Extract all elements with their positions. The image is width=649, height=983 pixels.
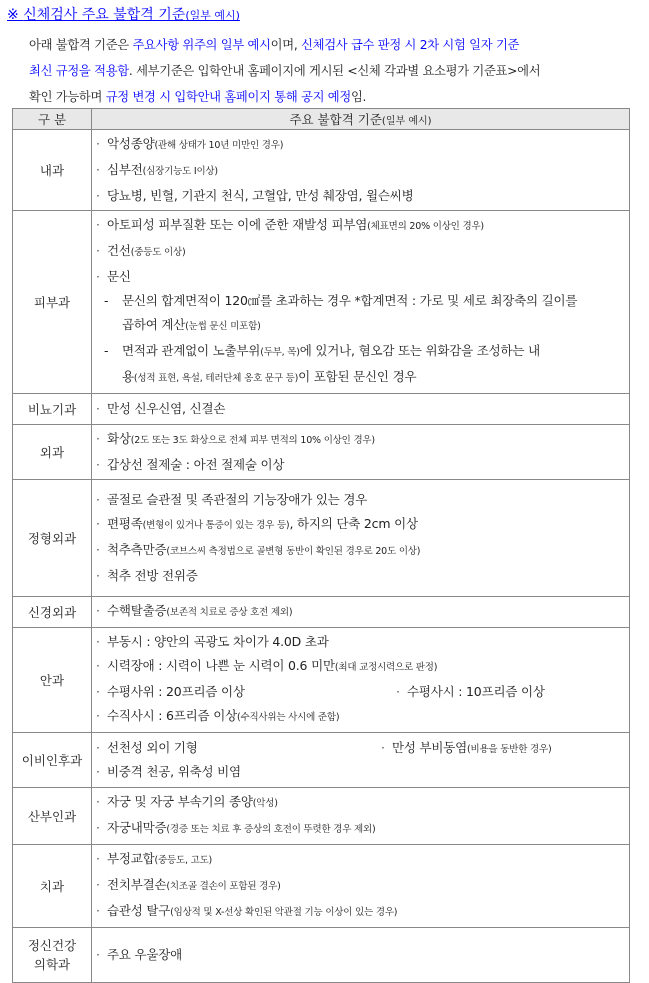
- criteria-item: [96, 158, 625, 184]
- bullet-mark: ·: [96, 851, 100, 866]
- criteria-note: (관해 상태가 10년 미만인 경우): [154, 140, 284, 151]
- bullet-mark: ·: [96, 568, 100, 583]
- row-category: [13, 597, 92, 628]
- intro-text: 임.: [350, 90, 367, 104]
- bullet-mark: ·: [96, 243, 100, 258]
- criteria-note: (체표면의 20% 이상인 경우): [367, 221, 484, 232]
- criteria-item: [96, 427, 625, 453]
- criteria-text: 선천성 외이 기형: [107, 740, 198, 755]
- criteria-item: [96, 654, 625, 680]
- row-category: [13, 130, 92, 211]
- criteria-item: [96, 760, 625, 784]
- criteria-item: [96, 630, 625, 654]
- criteria-note: (눈썹 문신 미포함): [185, 321, 261, 332]
- intro-text: 아래 불합격 기준은: [29, 38, 133, 52]
- criteria-text: 습관성 탈구: [107, 903, 171, 918]
- criteria-item: [96, 339, 625, 365]
- table-header-row: [13, 109, 630, 130]
- criteria-table: [12, 108, 630, 983]
- criteria-text: 건선: [107, 243, 131, 258]
- criteria-text: 당뇨병, 빈혈, 기관지 천식, 고혈압, 만성 췌장염, 윌슨씨병: [107, 188, 414, 203]
- criteria-text: 만성 부비동염: [392, 740, 468, 755]
- criteria-text: 갑상선 절제술 : 아전 절제술 이상: [107, 457, 285, 472]
- table-row: [13, 928, 630, 983]
- criteria-item: [96, 599, 625, 625]
- bullet-mark: ·: [96, 188, 100, 203]
- row-category-label: 이비인후과: [21, 752, 83, 768]
- criteria-text: 용: [122, 369, 134, 384]
- bullet-mark: ·: [96, 269, 100, 284]
- heading-mark: ※: [7, 7, 24, 23]
- criteria-note: (2도 또는 3도 화상으로 전체 피부 면적의 10% 이상인 경우): [130, 435, 375, 446]
- bullet-mark: ·: [96, 903, 100, 918]
- criteria-text: 악성종양: [107, 136, 155, 151]
- row-criteria: [92, 733, 630, 788]
- bullet-mark: ·: [96, 516, 100, 531]
- criteria-text-cont: , 하지의 단축 2cm 이상: [289, 516, 418, 531]
- row-category: [13, 628, 92, 733]
- row-category: [13, 928, 92, 983]
- row-category-label: 치과: [39, 878, 65, 894]
- table-row: [13, 394, 630, 425]
- criteria-note: (수직사위는 사시에 준함): [236, 712, 340, 723]
- header-category: 구 분: [13, 109, 92, 130]
- header-criteria-sub: (일부 예시): [381, 116, 432, 127]
- row-criteria: [92, 211, 630, 394]
- bullet-mark: ·: [96, 457, 100, 472]
- intro-line: [29, 58, 629, 84]
- criteria-second-item: [396, 680, 545, 704]
- table-row: [13, 211, 630, 394]
- criteria-text: 부동시 : 양안의 곡광도 차이가 4.0D 초과: [107, 634, 329, 649]
- criteria-text: 면적과 관계없이 노출부위: [122, 343, 261, 358]
- intro-highlight: 최신 규정을 적용함: [29, 64, 129, 78]
- intro-text: . 세부기준은 입학안내 홈페이지에 게시된 <신체 각과별 요소평가 기준표>에서: [128, 64, 541, 78]
- criteria-item: [96, 265, 625, 289]
- bullet-mark: ·: [96, 877, 100, 892]
- header-criteria: [92, 109, 630, 130]
- bullet-mark: ·: [96, 401, 100, 416]
- bullet-mark: ·: [96, 684, 100, 699]
- criteria-note: (두부, 목): [260, 347, 300, 358]
- row-criteria: [92, 788, 630, 845]
- criteria-note: (코브스씨 측정법으로 골변형 동반이 확인된 경우로 20도 이상): [166, 546, 421, 557]
- criteria-text: 주요 우울장애: [107, 947, 183, 962]
- criteria-text: 자궁 및 자궁 부속기의 종양: [107, 794, 253, 809]
- row-criteria: [92, 394, 630, 425]
- table-row: [13, 597, 630, 628]
- table-row: [13, 480, 630, 597]
- row-category-label: 신경외과: [27, 604, 77, 620]
- criteria-item: [96, 680, 625, 704]
- criteria-item: [96, 488, 625, 512]
- row-category-label: 산부인과: [27, 808, 77, 824]
- criteria-note: (최대 교정시력으로 판정): [334, 662, 438, 673]
- bullet-mark: ·: [96, 820, 100, 835]
- criteria-text: 골절로 슬관절 및 족관절의 기능장애가 있는 경우: [107, 492, 368, 507]
- row-criteria: [92, 628, 630, 733]
- bullet-mark: ·: [96, 740, 100, 755]
- criteria-item: [96, 132, 625, 158]
- criteria-item: [96, 538, 625, 564]
- criteria-item: [96, 313, 625, 339]
- row-category: [13, 480, 92, 597]
- intro-line: [29, 32, 629, 58]
- criteria-text: 만성 신우신염, 신결손: [107, 401, 226, 416]
- criteria-item: [96, 512, 625, 538]
- bullet-mark: ·: [96, 136, 100, 151]
- intro-highlight: 신체검사 급수 판정 시 2차 시험 일자 기준: [301, 38, 520, 52]
- bullet-mark: ·: [96, 794, 100, 809]
- criteria-item: [96, 704, 625, 730]
- criteria-text: 수평사위 : 20프리즘 이상: [107, 684, 245, 699]
- criteria-item: [96, 899, 625, 925]
- bullet-mark: ·: [96, 492, 100, 507]
- criteria-note: (성적 표현, 욕설, 테러단체 옹호 문구 등): [133, 373, 299, 384]
- row-category-label: 내과: [39, 162, 65, 178]
- criteria-text: 문신: [107, 269, 131, 284]
- bullet-mark: ·: [381, 740, 385, 755]
- heading-main: 신체검사 주요 불합격 기준: [23, 7, 186, 23]
- table-row: [13, 845, 630, 928]
- row-category-label: 정신건강: [27, 938, 77, 953]
- criteria-item: [96, 213, 625, 239]
- criteria-item: [96, 453, 625, 477]
- criteria-note: (변형이 있거나 통증이 있는 경우 등): [142, 520, 290, 531]
- criteria-item: [96, 397, 625, 421]
- criteria-item: [96, 239, 625, 265]
- intro-highlight: 주요사항 위주의 일부 예시: [132, 38, 271, 52]
- table-row: [13, 733, 630, 788]
- row-category-label: 외과: [39, 444, 65, 460]
- criteria-text: 문신의 합계면적이 120㎠를 초과하는 경우 *합계면적 : 가로 및 세로 최장축의 길이를: [122, 293, 578, 308]
- criteria-note: (심장기능도 Ⅰ이상): [142, 166, 218, 177]
- table-row: [13, 425, 630, 480]
- row-category: [13, 788, 92, 845]
- bullet-mark: ·: [96, 708, 100, 723]
- criteria-note: (중등도 이상): [130, 247, 186, 258]
- criteria-item: [96, 790, 625, 816]
- table-row: [13, 788, 630, 845]
- intro-text: 확인 가능하며: [29, 90, 106, 104]
- criteria-note: (비용을 동반한 경우): [467, 744, 552, 755]
- criteria-text: 비중격 천공, 위축성 비염: [107, 764, 241, 779]
- bullet-mark: ·: [96, 162, 100, 177]
- criteria-item: [96, 847, 625, 873]
- criteria-text: 수평사시 : 10프리즘 이상: [407, 684, 545, 699]
- table-row: [13, 628, 630, 733]
- criteria-note: (중등도, 고도): [154, 855, 213, 866]
- bullet-mark: ·: [96, 634, 100, 649]
- criteria-item: [96, 184, 625, 208]
- criteria-text-cont: 에 있거나, 혐오감 또는 위화감을 조성하는 내: [299, 343, 540, 358]
- row-category: [13, 845, 92, 928]
- criteria-item: [96, 365, 625, 391]
- criteria-item: [96, 736, 625, 760]
- bullet-mark: ·: [96, 764, 100, 779]
- bullet-mark: ·: [96, 947, 100, 962]
- criteria-text: 시력장애 : 시력이 나쁜 눈 시력이 0.6 미만: [107, 658, 335, 673]
- row-category: [13, 211, 92, 394]
- bullet-mark: ·: [96, 603, 100, 618]
- criteria-item: [96, 943, 625, 967]
- header-criteria-main: 주요 불합격 기준: [289, 112, 382, 127]
- criteria-text: 심부전: [107, 162, 143, 177]
- criteria-text: 편평족: [107, 516, 143, 531]
- criteria-text: 아토피성 피부질환 또는 이에 준한 재발성 피부염: [107, 217, 368, 232]
- section-heading: [7, 4, 240, 24]
- criteria-text: 척추 전방 전위증: [107, 568, 198, 583]
- row-criteria: [92, 480, 630, 597]
- criteria-note: (임상적 및 X-선상 확인된 악관절 기능 이상이 있는 경우): [170, 907, 398, 918]
- bullet-mark: ·: [96, 431, 100, 446]
- criteria-item: [96, 564, 625, 588]
- criteria-text: 자궁내막증: [107, 820, 167, 835]
- criteria-text: 척추측만증: [107, 542, 167, 557]
- intro-text: 이며,: [270, 38, 302, 52]
- criteria-text: 곱하여 계산: [122, 317, 186, 332]
- criteria-second-item: [381, 736, 552, 762]
- row-category: [13, 733, 92, 788]
- table-row: [13, 130, 630, 211]
- row-category-label: 피부과: [33, 294, 71, 310]
- criteria-note: (치조골 결손이 포함된 경우): [166, 881, 281, 892]
- criteria-note: (악성): [252, 798, 278, 809]
- criteria-text-cont: 이 포함된 문신인 경우: [298, 369, 417, 384]
- bullet-mark: ·: [96, 217, 100, 232]
- row-criteria: [92, 130, 630, 211]
- row-category-label: 안과: [39, 672, 65, 688]
- criteria-note: (경증 또는 치료 후 증상의 호전이 뚜렷한 경우 제외): [166, 824, 376, 835]
- criteria-text: 전치부결손: [107, 877, 167, 892]
- intro-paragraph: [29, 32, 629, 110]
- intro-line: [29, 84, 629, 110]
- heading-sub: (일부 예시): [185, 9, 240, 22]
- criteria-item: [96, 873, 625, 899]
- row-criteria: [92, 425, 630, 480]
- dash-mark: -: [104, 343, 109, 358]
- row-category-label: 정형외과: [27, 530, 77, 546]
- row-category-label: 비뇨기과: [27, 401, 77, 417]
- bullet-mark: ·: [396, 684, 400, 699]
- row-category: [13, 394, 92, 425]
- row-category-label: 의학과: [33, 957, 71, 972]
- criteria-note: (보존적 치료로 증상 호전 제외): [166, 607, 293, 618]
- intro-highlight: 규정 변경 시 입학안내 홈페이지 통해 공지 예정: [105, 90, 351, 104]
- criteria-text: 수직사시 : 6프리즘 이상: [107, 708, 237, 723]
- row-category: [13, 425, 92, 480]
- criteria-item: [96, 289, 625, 313]
- row-criteria: [92, 845, 630, 928]
- bullet-mark: ·: [96, 658, 100, 673]
- row-criteria: [92, 597, 630, 628]
- criteria-text: 화상: [107, 431, 131, 446]
- dash-mark: -: [104, 293, 109, 308]
- criteria-item: [96, 816, 625, 842]
- bullet-mark: ·: [96, 542, 100, 557]
- criteria-text: 수핵탈출증: [107, 603, 167, 618]
- criteria-text: 부정교합: [107, 851, 155, 866]
- row-criteria: [92, 928, 630, 983]
